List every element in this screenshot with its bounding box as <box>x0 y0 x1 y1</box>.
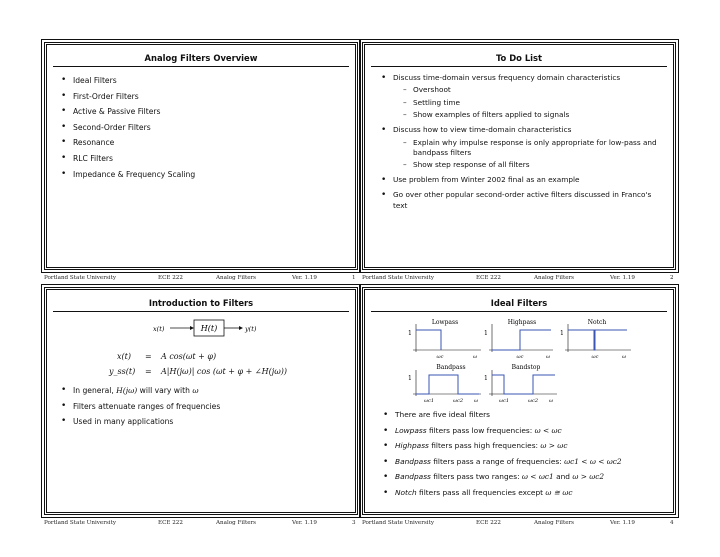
title-rule <box>371 66 667 67</box>
y-one-label: 1 <box>484 375 488 382</box>
sub-item: – Show step response of all filters <box>393 160 661 170</box>
list-item: • Filters attenuate ranges of frequencies <box>61 401 345 412</box>
footer-course: ECE 222 <box>476 520 501 526</box>
filter-name: Notch <box>395 487 417 497</box>
footer-topic: Analog Filters <box>216 520 257 526</box>
list-item: • Go over other popular second-order active filters discussed in Franco's text <box>381 190 661 211</box>
ideal-filter-plots <box>365 314 665 404</box>
footer-course: ECE 222 <box>476 275 501 281</box>
bullet-list <box>61 75 345 184</box>
tick-label: ωc2 <box>527 398 539 404</box>
slide-title: Analog Filters Overview <box>144 53 258 63</box>
text: filters pass low frequencies: <box>426 425 535 435</box>
filter-name: Lowpass <box>395 425 427 435</box>
equation-1-lhs: x(t) <box>117 352 131 361</box>
slide-2 <box>362 42 676 270</box>
sub-item: – Explain why impulse response is only appropriate for low-pass and bandpass filters <box>393 138 661 159</box>
list-item: • Active & Passive Filters <box>61 106 345 117</box>
magnitude-response <box>492 330 551 350</box>
list-item <box>381 73 661 121</box>
footer-topic: Analog Filters <box>534 520 575 526</box>
list-item <box>383 441 663 451</box>
title-rule <box>53 311 349 312</box>
math: ω <box>192 386 199 395</box>
title-rule <box>371 311 667 312</box>
tick-label: ω <box>621 354 627 360</box>
list-item: • Use problem from Winter 2002 final as an example <box>381 175 661 185</box>
bandpass-plot <box>408 364 481 404</box>
bullet-list <box>383 410 663 503</box>
bullet-list <box>61 385 345 432</box>
footer-version: Ver. 1.19 <box>610 520 635 526</box>
list-item: • There are five ideal filters <box>383 410 663 420</box>
plot-label: Highpass <box>507 319 537 326</box>
list-item <box>383 488 663 498</box>
equation-2-rhs: A|H(jω)| cos (ωt + φ + ∠H(jω)) <box>161 367 287 376</box>
filter-name: Bandpass <box>395 472 431 482</box>
math: ω > ωc <box>540 441 568 451</box>
sub-item: – Show examples of filters applied to signals <box>393 110 661 120</box>
text: filters pass two ranges: <box>430 472 522 482</box>
block-label: H(t) <box>200 324 218 333</box>
y-one-label: 1 <box>560 330 564 337</box>
text: and <box>553 472 573 482</box>
footer-version: Ver. 1.19 <box>610 275 635 281</box>
math: ωc1 < ω < ωc2 <box>564 456 622 466</box>
input-label: x(t) <box>153 325 165 333</box>
text: In general, <box>73 386 117 395</box>
tick-label: ωc1 <box>423 398 435 404</box>
math: ω > ωc2 <box>572 472 605 482</box>
tick-label: ωc1 <box>498 398 510 404</box>
highpass-plot <box>484 319 553 360</box>
page-number: 4 <box>670 520 674 526</box>
slide-3 <box>44 287 358 515</box>
slide-4 <box>362 287 676 515</box>
block-diagram <box>139 318 269 338</box>
slide-1 <box>44 42 358 270</box>
footer-university: Portland State University <box>44 275 116 281</box>
page-number: 3 <box>352 520 356 526</box>
math: ω < ωc1 <box>521 472 554 482</box>
footer-course: ECE 222 <box>158 275 183 281</box>
equation-1-op: = <box>145 352 152 361</box>
equation-1-rhs: A cos(ωt + φ) <box>161 352 217 361</box>
magnitude-response <box>568 330 627 350</box>
magnitude-response <box>492 375 555 394</box>
magnitude-response <box>416 375 479 394</box>
list-item: • RLC Filters <box>61 153 345 164</box>
y-one-label: 1 <box>408 375 412 382</box>
footer-topic: Analog Filters <box>216 275 257 281</box>
output-label: y(t) <box>245 325 257 333</box>
sub-item: – Overshoot <box>393 85 661 95</box>
footer-version: Ver. 1.19 <box>292 275 317 281</box>
lowpass-plot <box>408 319 481 360</box>
footer-university: Portland State University <box>362 275 434 281</box>
slide-title: To Do List <box>495 53 543 63</box>
math: ω < ωc <box>534 425 562 435</box>
slide-title: Introduction to Filters <box>148 298 254 308</box>
tick-label: ωc <box>436 354 444 360</box>
list-item <box>381 125 661 171</box>
list-item: • Ideal Filters <box>61 75 345 86</box>
magnitude-response <box>416 330 441 350</box>
list-item: • First-Order Filters <box>61 91 345 102</box>
list-item: • Second-Order Filters <box>61 122 345 133</box>
footer-university: Portland State University <box>362 520 434 526</box>
equation-2-lhs: y_ss(t) <box>109 367 136 376</box>
list-item-text: Discuss how to view time-domain characteristics <box>393 125 572 135</box>
tick-label: ωc <box>591 354 599 360</box>
text: will vary with <box>137 386 193 395</box>
tick-label: ω <box>545 354 551 360</box>
footer-topic: Analog Filters <box>534 275 575 281</box>
y-one-label: 1 <box>484 330 488 337</box>
list-item: • Resonance <box>61 137 345 148</box>
output-arrowhead <box>239 326 243 330</box>
text: filters pass a range of frequencies: <box>430 456 565 466</box>
text: filters pass all frequencies except <box>416 487 546 497</box>
footer-university: Portland State University <box>44 520 116 526</box>
list-item <box>383 457 663 467</box>
title-rule <box>53 66 349 67</box>
tick-label: ωc <box>516 354 524 360</box>
math: H(jω) <box>116 386 138 395</box>
page-number: 1 <box>352 275 356 281</box>
footer-course: ECE 222 <box>158 520 183 526</box>
list-item <box>61 385 345 396</box>
list-item <box>383 472 663 482</box>
plot-label: Bandstop <box>511 364 541 371</box>
notch-plot <box>560 319 631 360</box>
list-item: • Used in many applications <box>61 416 345 427</box>
list-item: • Impedance & Frequency Scaling <box>61 169 345 180</box>
equation-2-op: = <box>145 367 152 376</box>
bullet-list <box>381 73 661 216</box>
math: ω ≅ ωc <box>545 487 573 497</box>
tick-label: ω <box>472 354 478 360</box>
tick-label: ω <box>473 398 479 404</box>
page-number: 2 <box>670 275 674 281</box>
list-item-text: Discuss time-domain versus frequency domain characteristics <box>393 73 621 82</box>
filter-name: Highpass <box>395 441 429 451</box>
plot-label: Bandpass <box>436 364 466 371</box>
footer-version: Ver. 1.19 <box>292 520 317 526</box>
y-one-label: 1 <box>408 330 412 337</box>
text: filters pass high frequencies: <box>428 441 541 451</box>
input-arrowhead <box>190 326 194 330</box>
plot-label: Notch <box>587 319 607 326</box>
list-item <box>383 426 663 436</box>
sub-item: – Settling time <box>393 98 661 108</box>
bandstop-plot <box>484 364 557 404</box>
filter-name: Bandpass <box>395 456 431 466</box>
tick-label: ω <box>548 398 554 404</box>
slide-title: Ideal Filters <box>490 298 548 308</box>
plot-label: Lowpass <box>431 319 459 326</box>
tick-label: ωc2 <box>452 398 464 404</box>
